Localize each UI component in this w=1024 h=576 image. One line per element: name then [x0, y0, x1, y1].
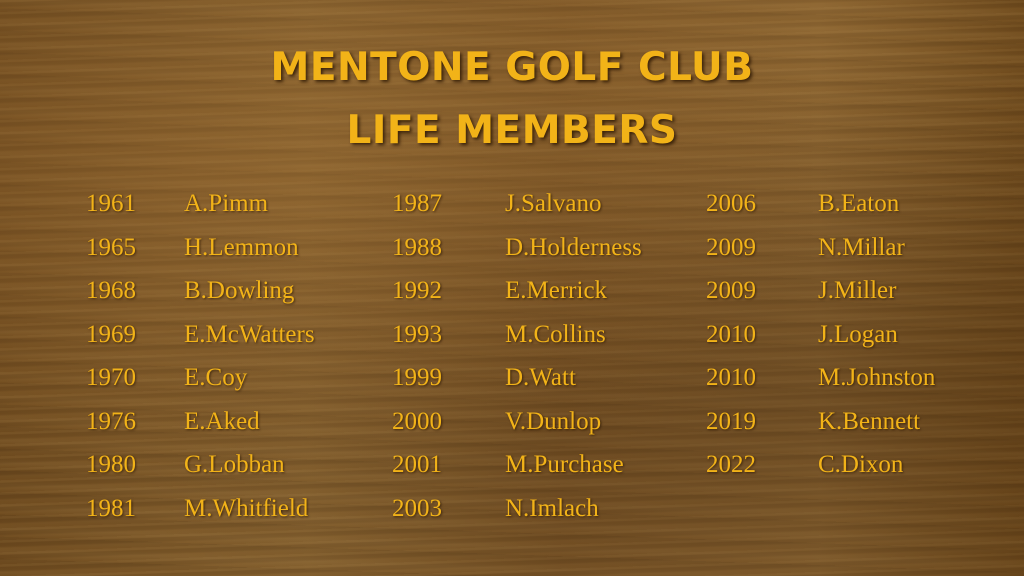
member-year: 1980 [86, 451, 136, 478]
member-year: 2003 [392, 495, 442, 522]
member-year: 2009 [706, 277, 756, 304]
member-name: A.Pimm [184, 190, 269, 217]
member-year: 2001 [392, 451, 442, 478]
member-year: 1981 [86, 495, 136, 522]
member-year: 2000 [392, 408, 442, 435]
member-year: 1961 [86, 190, 136, 217]
member-year: 1969 [86, 321, 136, 348]
member-name: M.Collins [505, 321, 606, 348]
member-year: 1999 [392, 364, 442, 391]
member-name: B.Eaton [818, 190, 900, 217]
member-name: E.Merrick [505, 277, 608, 304]
member-year: 2010 [706, 364, 756, 391]
member-name: N.Imlach [505, 495, 599, 522]
member-name: M.Johnston [818, 364, 936, 391]
member-name: M.Purchase [505, 451, 624, 478]
member-year: 1993 [392, 321, 442, 348]
member-year: 1965 [86, 234, 136, 261]
member-name: E.Coy [184, 364, 248, 391]
member-name: J.Miller [818, 277, 897, 304]
member-name: H.Lemmon [184, 234, 299, 261]
member-name: E.McWatters [184, 321, 315, 348]
board-subtitle: LIFE MEMBERS [346, 108, 678, 153]
board-title: MENTONE GOLF CLUB [270, 45, 754, 90]
member-name: G.Lobban [184, 451, 285, 478]
member-year: 2019 [706, 408, 756, 435]
member-name: C.Dixon [818, 451, 904, 478]
member-year: 1992 [392, 277, 442, 304]
member-year: 1970 [86, 364, 136, 391]
member-year: 1987 [392, 190, 442, 217]
member-year: 2006 [706, 190, 756, 217]
member-name: V.Dunlop [505, 408, 602, 435]
member-year: 2022 [706, 451, 756, 478]
member-year: 2010 [706, 321, 756, 348]
member-name: D.Watt [505, 364, 576, 391]
member-name: E.Aked [184, 408, 260, 435]
member-name: J.Logan [818, 321, 898, 348]
member-year: 1988 [392, 234, 442, 261]
member-name: D.Holderness [505, 234, 642, 261]
member-name: K.Bennett [818, 408, 921, 435]
member-year: 2009 [706, 234, 756, 261]
member-name: J.Salvano [505, 190, 602, 217]
member-name: N.Millar [818, 234, 905, 261]
member-name: M.Whitfield [184, 495, 309, 522]
member-name: B.Dowling [184, 277, 295, 304]
member-year: 1968 [86, 277, 136, 304]
member-year: 1976 [86, 408, 136, 435]
